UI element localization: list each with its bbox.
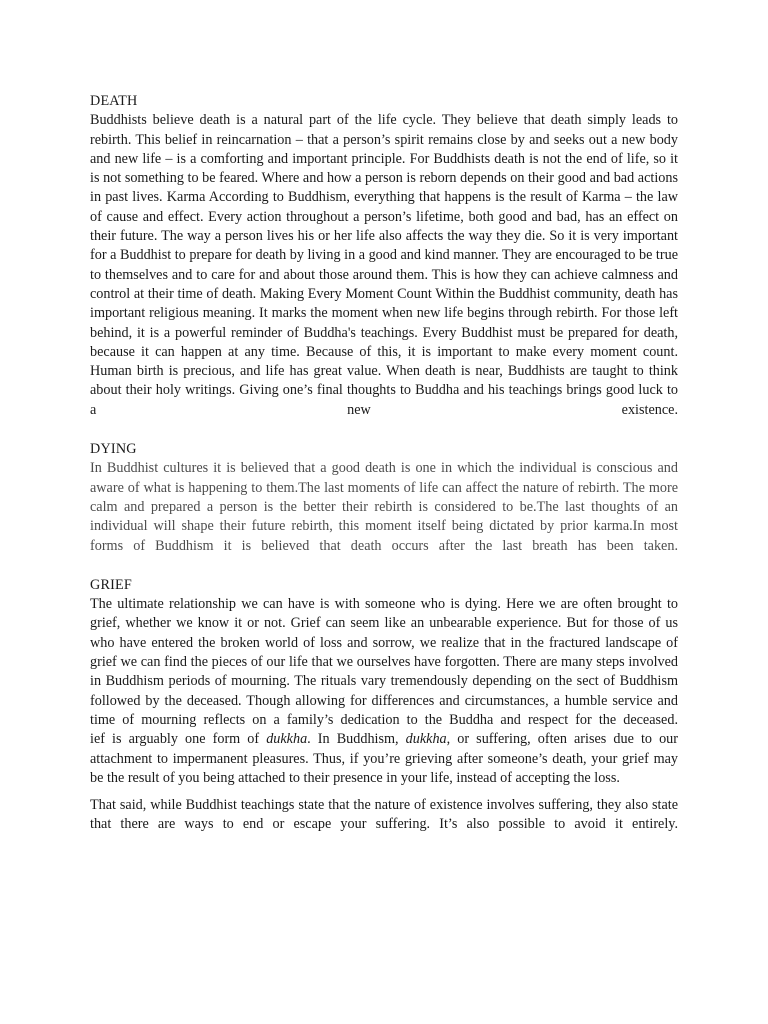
section-spacer xyxy=(90,556,678,576)
heading-death: DEATH xyxy=(90,93,138,109)
paragraph-spacer xyxy=(90,788,678,796)
section-spacer xyxy=(90,420,678,440)
paragraph-grief-2 xyxy=(90,730,678,788)
grief-2-mid: . In Buddhism, xyxy=(307,731,406,748)
term-dukkha: dukkha xyxy=(266,731,308,748)
paragraph-death: Buddhists believe death is a natural part of the life cycle. They believe that death simply leads to rebirth. This belief in reincarnation – that a person’s spirit remains close by and seeks out a new body and new life – is a comforting and important principle. For Buddhists death is not the end of life, so it is not something to be feared. Where and how a person is reborn depends on their good and bad actions in past lives. Karma According to Buddhism, everything that happens is the result of Karma – the law of cause and effect. Every action throughout a person’s lifetime, both good and bad, has an effect on their future. The way a person lives his or her life also affects the way they die. So it is very important for a Buddhist to prepare for death by living in a good and kind manner. They are encouraged to be true to themselves and to care for and about those around them. This is how they can achieve calmness and control at their time of death. Making Every Moment Count Within the Buddhist community, death has important religious meaning. It marks the moment when new life begins through rebirth. For those left behind, it is a powerful reminder of Buddha's teachings. Every Buddhist must be prepared for death, because it can happen at any time. Because of this, it is important to make every moment count. Human birth is precious, and life has great value. When death is near, Buddhists are taught to think about their holy writings. Giving one’s final thoughts to Buddha and his teachings brings good luck to a new existence. xyxy=(90,112,678,418)
paragraph-grief-1: The ultimate relationship we can have is with someone who is dying. Here we are often brought to grief, whether we know it or not. Grief can seem like an unbearable experience. But for those of us who have entered the broken world of loss and sorrow, we realize that in the fractured landscape of grief we can find the pieces of our life that we ourselves have forgotten. There are many steps involved in Buddhism periods of mourning. The rituals vary tremendously depending on the sect of Buddhism followed by the deceased. Though allowing for differences and circumstances, a humble service and time of mourning reflects on a family’s dedication to the Buddha and respect for the deceased. xyxy=(90,596,678,728)
heading-dying: DYING xyxy=(90,441,137,458)
grief-2-rest: , or suffering, often arises due to our attachment to impermanent pleasures. Thus, if you’re grieving after someone’s death, your grief may be the result of you being attached to their presence in your life, instead of accepting the loss. xyxy=(90,731,678,786)
heading-grief: GRIEF xyxy=(90,576,132,593)
paragraph-grief-3: That said, while Buddhist teachings state that the nature of existence involves suffering, they also state that there are ways to end or escape your suffering. It’s also possible to avoid it entirely. xyxy=(90,797,678,833)
paragraph-dying: In Buddhist cultures it is believed that a good death is one in which the individual is conscious and aware of what is happening to them.The last moments of life can affect the nature of rebirth. The more calm and prepared a person is the better their rebirth is considered to be.The last thoughts of an individual will shape their future rebirth, this moment itself being dictated by prior karma.In most forms of Buddhism it is believed that death occurs after the last breath has been taken. xyxy=(90,460,678,554)
term-dukkha: dukkha xyxy=(405,731,447,748)
grief-2-prefix: ief is arguably one form of xyxy=(90,731,267,748)
section-grief xyxy=(90,576,678,835)
section-dying xyxy=(90,440,678,556)
document-page xyxy=(90,92,678,835)
section-death xyxy=(90,92,678,420)
